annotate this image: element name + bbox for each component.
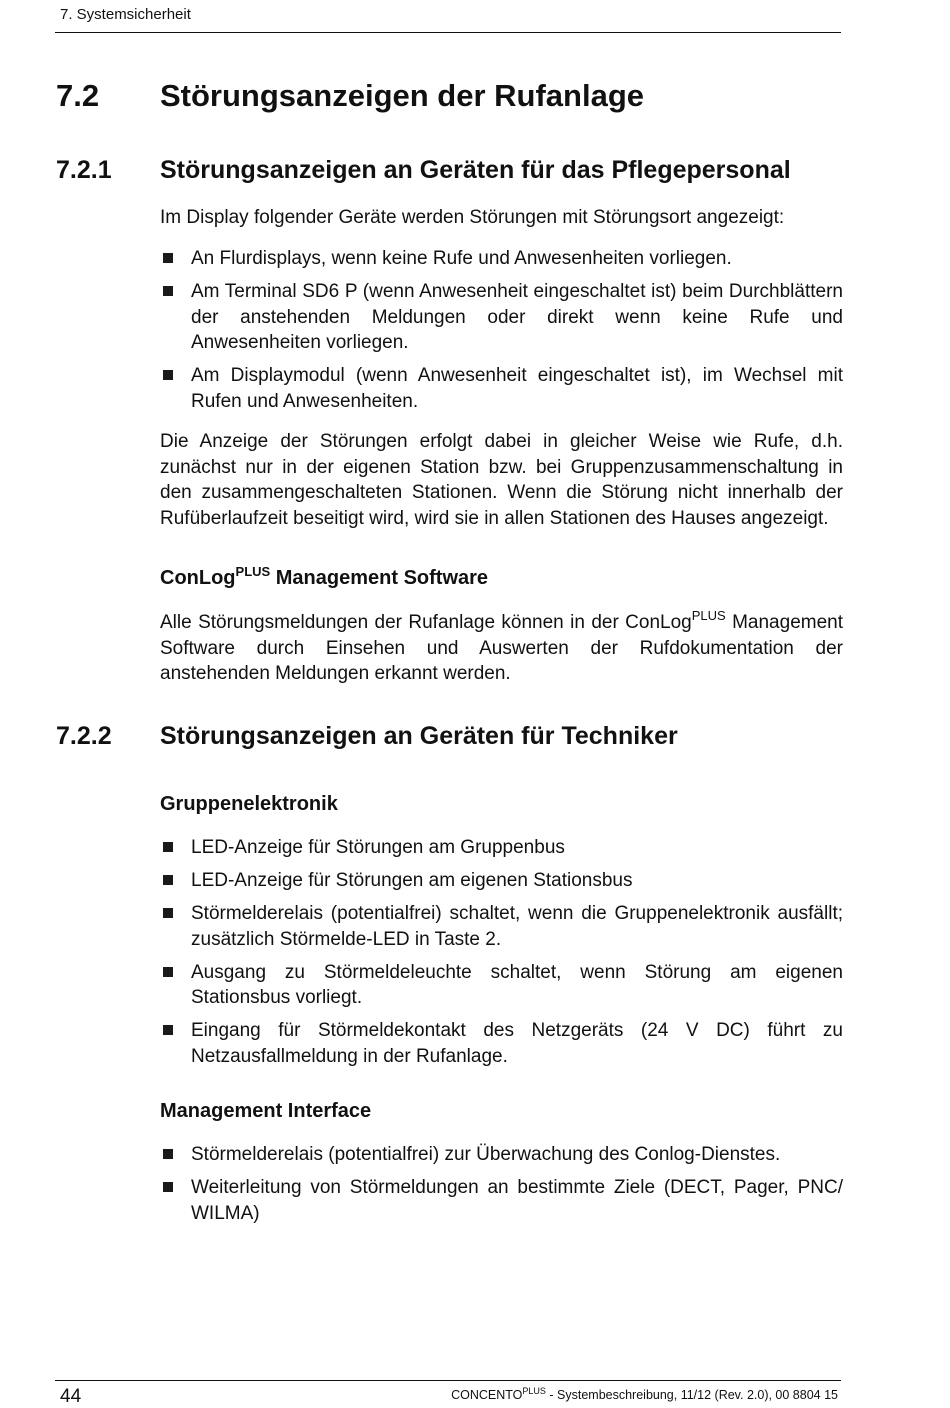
document-info: $CONCENTO^{PLUS}$ - Systembeschreibung, 11/12 (Rev. 2.0), 00 8804 15 — [451, 1386, 838, 1402]
body-paragraph: Die Anzeige der Störungen erfolgt dabei in gleicher Weise wie Rufe, d.h. zunächst nur in der eigenen Station bzw. bei Gruppenzusammenschaltung in den zusammengeschalteten Stationen. Wenn die Störung nicht innerhalb der Rufüberlaufzeit beseitigt wird, wird sie in allen Stationen des Hauses angezeigt. — [160, 431, 843, 529]
gruppenelektronik-heading: Gruppenelektronik — [160, 793, 338, 815]
bullet-square-icon — [163, 908, 173, 918]
display-device-list — [160, 246, 843, 422]
list-item: Störmelderelais (potentialfrei) zur Überwachung des Conlog-Dienstes. — [160, 1142, 843, 1168]
bullet-square-icon — [163, 842, 173, 852]
footer-rule — [55, 1380, 841, 1381]
bullet-square-icon — [163, 1149, 173, 1159]
bullet-square-icon — [163, 286, 173, 296]
subsection-title: Störungsanzeigen an Geräten für das Pflegepersonal — [160, 156, 791, 184]
subsection-title: Störungsanzeigen an Geräten für Techniker — [160, 722, 678, 750]
bullet-square-icon — [163, 370, 173, 380]
header-rule — [55, 32, 841, 33]
conlog-paragraph: Alle Störungsmeldungen der Rufanlage können in der ConLog$^{PLUS}$ Management Software durch Einsehen und Auswerten der Rufdokumentation der anstehenden Meldungen erkannt werden. — [160, 608, 843, 684]
management-interface-list — [160, 1142, 843, 1234]
list-item: Störmelderelais (potentialfrei) schaltet, wenn die Gruppenelektronik ausfällt; zusätzlich Störmelde-LED in Taste 2. — [160, 901, 843, 952]
list-item: Am Displaymodul (wenn Anwesenheit eingeschaltet ist), im Wechsel mit Rufen und Anwesenheiten. — [160, 363, 843, 414]
bullet-square-icon — [163, 875, 173, 885]
section-number: 7.2 — [56, 78, 100, 113]
list-item: Weiterleitung von Störmeldungen an bestimmte Ziele (DECT, Pager, PNC/ WILMA) — [160, 1175, 843, 1226]
list-item: An Flurdisplays, wenn keine Rufe und Anwesenheiten vorliegen. — [160, 246, 843, 272]
subsection-number: 7.2.2 — [56, 722, 112, 750]
bullet-square-icon — [163, 1182, 173, 1192]
bullet-square-icon — [163, 253, 173, 263]
intro-paragraph: Im Display folgender Geräte werden Störungen mit Störungsort angezeigt: — [160, 207, 785, 228]
section-title: Störungsanzeigen der Rufanlage — [160, 78, 645, 113]
list-item: Am Terminal SD6 P (wenn Anwesenheit eingeschaltet ist) beim Durchblättern der anstehenden Meldungen oder direkt wenn keine Rufe und Anwesenheiten vorliegen. — [160, 279, 843, 356]
bullet-square-icon — [163, 967, 173, 977]
running-head: 7. Systemsicherheit — [60, 6, 191, 23]
list-item: LED-Anzeige für Störungen am eigenen Stationsbus — [160, 868, 843, 894]
conlog-heading: ConLog$^{PLUS}$ Management Software — [160, 564, 489, 589]
list-item: Ausgang zu Störmeldeleuchte schaltet, wenn Störung am eigenen Stationsbus vorliegt. — [160, 960, 843, 1011]
subsection-number: 7.2.1 — [56, 156, 112, 184]
management-interface-heading: Management Interface — [160, 1100, 372, 1122]
page-number: 44 — [60, 1386, 82, 1407]
bullet-square-icon — [163, 1025, 173, 1035]
gruppenelektronik-list — [160, 835, 843, 1077]
list-item: LED-Anzeige für Störungen am Gruppenbus — [160, 835, 843, 861]
list-item: Eingang für Störmeldekontakt des Netzgeräts (24 V DC) führt zu Netzausfallmeldung in der Rufanlage. — [160, 1018, 843, 1069]
